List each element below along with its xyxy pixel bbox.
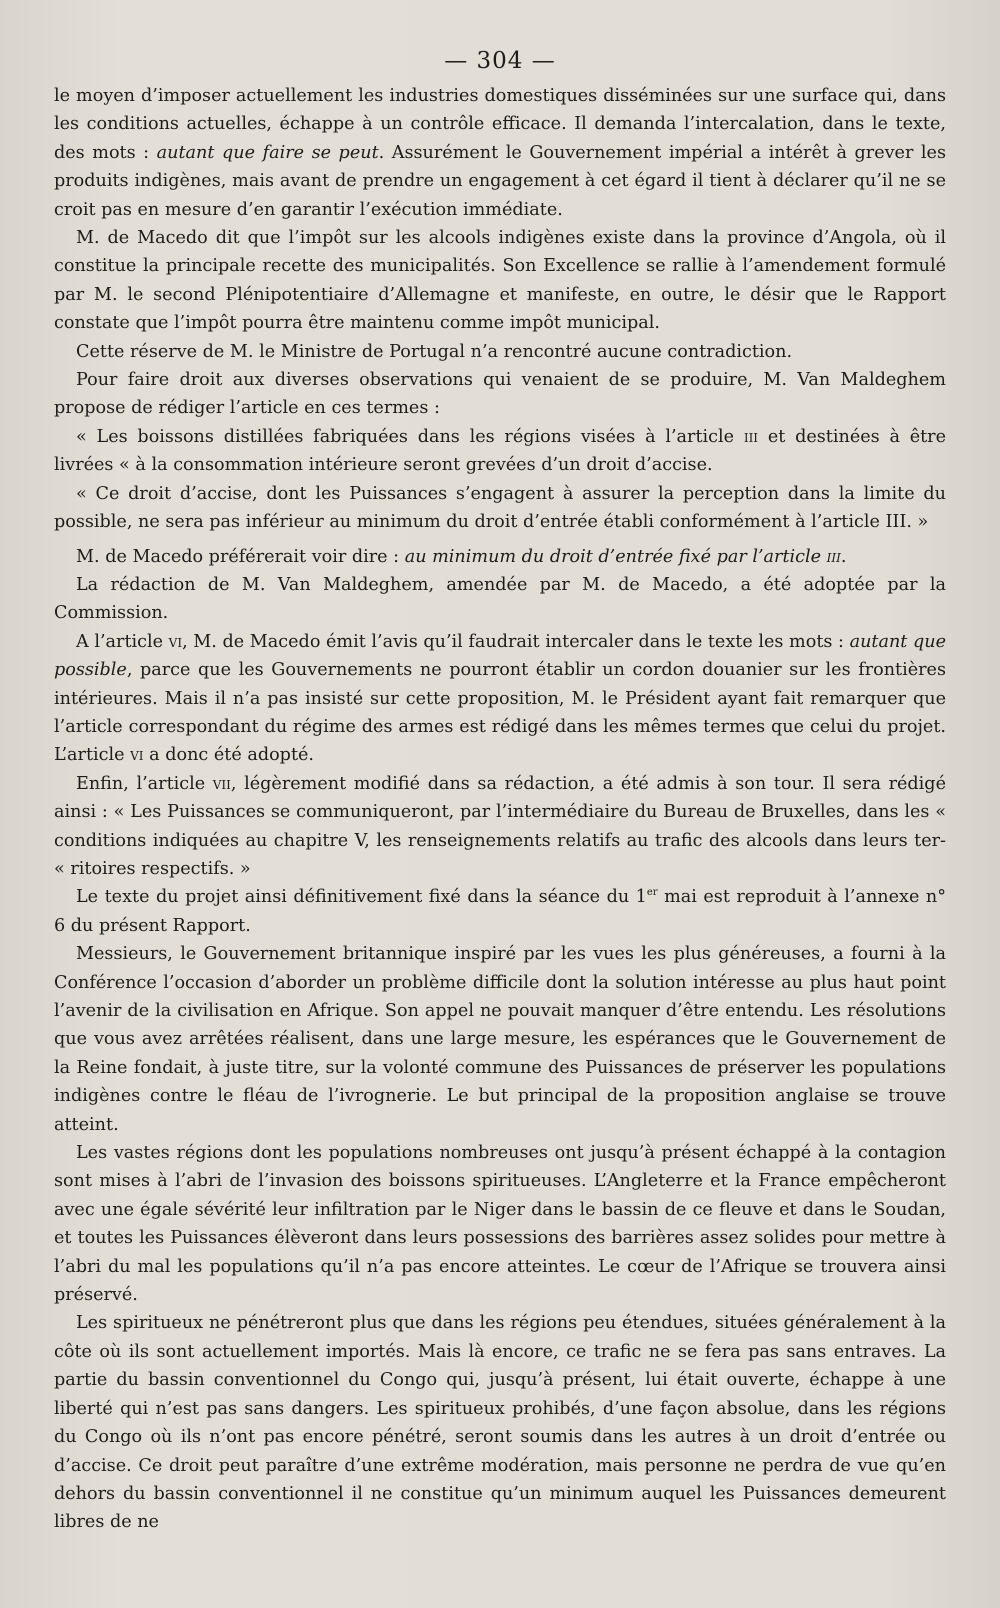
text-run: Le texte du projet ainsi définitivement fixé dans la séance du 1 [76, 887, 647, 908]
text-run: autant que possible [54, 631, 946, 681]
text-run: autant que faire se peut [156, 142, 379, 163]
text-run: et destinées à être livrées « à la consommation intérieure seront grevées d’un droit d’accise. [54, 426, 947, 476]
text-run: Enfin, l’article [76, 773, 213, 794]
text-run: mai est reproduit à l’annexe n° 6 du présent Rapport. [54, 887, 947, 936]
paragraph-p2 [54, 224, 946, 338]
text-run: , légèrement modifié dans sa rédaction, a été admis à son tour. Il sera rédigé ainsi : « Les Puissances se communiqueront, par l’intermédiaire du Bureau de Bruxelles, dans les « conditions indiquées au chapitre V, les renseignements relatifs au trafic des alcools dans leurs ter- « ritoires respectifs. » [54, 773, 946, 879]
text-run: a donc été adopté. [143, 745, 315, 766]
text-run: vi [130, 745, 144, 766]
text-run: Cette réserve de M. le Ministre de Portugal n’a rencontré aucune contradiction. [76, 341, 793, 362]
text-run: La rédaction de M. Van Maldeghem, amendée par M. de Macedo, a été adoptée par la Commission. [54, 574, 946, 624]
paragraph-p10 [54, 770, 946, 884]
paragraph-p8 [54, 571, 946, 628]
text-run: le moyen d’imposer actuellement les industries domestiques disséminées sur une surface qui, dans les conditions actuelles, échappe à un contrôle efficace. Il demanda l’intercalation, dans le texte, des mots : [54, 86, 946, 163]
text-run: , M. de Macedo émit l’avis qu’il faudrait intercaler dans le texte les mots : [182, 631, 850, 652]
paragraph-p13 [54, 1139, 946, 1309]
paragraph-p14 [54, 1309, 946, 1536]
text-run: « Ce droit d’accise, dont les Puissances s’engagent à assurer la perception dans la limite du possible, ne sera pas inférieur au minimum du droit d’entrée établi conformément à l’article III. » [54, 483, 946, 533]
paragraph-p12 [54, 940, 946, 1139]
text-run: Pour faire droit aux diverses observations qui venaient de se produire, M. Van Maldeghem propose de rédiger l’article en ces termes : [54, 370, 946, 419]
text-run: er [646, 887, 658, 899]
paragraph-p3 [54, 338, 946, 366]
body-text [54, 82, 946, 1537]
text-run: au minimum du droit d’entrée fixé par l’article [404, 546, 827, 567]
paragraph-p4 [54, 366, 946, 423]
text-run: M. de Macedo préférerait voir dire : [76, 546, 405, 567]
page-number: — 304 — [444, 48, 556, 74]
paragraph-p7 [54, 543, 946, 571]
text-run: A l’article [76, 631, 169, 652]
paragraph-p6 [54, 480, 946, 537]
text-run: vi [168, 631, 183, 652]
paragraph-p9 [54, 628, 946, 770]
text-run: . [840, 546, 847, 567]
text-run: Messieurs, le Gouvernement britannique inspiré par les vues les plus généreuses, a fourni à la Conférence l’occasion d’aborder un problème difficile dont la solution intéresse au plus haut point l’avenir de la civilisation en Afrique. Son appel ne pouvait manquer d’être entendu. Les résolutions que vous avez arrêtées réalisent, dans une large mesure, les espérances que le Gouvernement de la Reine fondait, à juste titre, sur la volonté commune des Puissances de préserver les populations indigènes contre le fléau de l’ivrognerie. Le but principal de la proposition anglaise se trouve atteint. [54, 944, 946, 1135]
text-run: . Assurément le Gouvernement impérial a intérêt à grever les produits indigènes, mais avant de prendre un engagement à cet égard il tient à déclarer qu’il ne se croit pas en mesure d’en garantir l’exécution immédiate. [54, 142, 946, 220]
text-run: Les spiritueux ne pénétreront plus que dans les régions peu étendues, situées généralement à la côte où ils sont actuellement importés. Mais là encore, ce trafic ne se fera pas sans entraves. La partie du bassin conventionnel du Congo qui, jusqu’à présent, lui était ouverte, échappe à une liberté qui n’est pas sans dangers. Les spiritueux prohibés, d’une façon absolue, dans les régions du Congo où ils n’ont pas encore pénétré, seront soumis dans les autres à un droit d’entrée ou d’accise. Ce droit peut paraître d’une extrême modération, mais personne ne perdra de vue qu’en dehors du bassin conventionnel il ne constitue qu’un minimum auquel les Puissances demeurent libres de ne [54, 1313, 946, 1533]
text-run: M. de Macedo dit que l’impôt sur les alcools indigènes existe dans la province d’Angola, où il constitue la principale recette des municipalités. Son Excellence se rallie à l’amendement formulé par M. le second Plénipotentiaire d’Allemagne et manifeste, en outre, le désir que le Rapport constate que l’impôt pourra être maintenu comme impôt municipal. [54, 228, 946, 334]
text-run: iii [743, 426, 759, 447]
text-run: , parce que les Gouvernements ne pourront établir un cordon douanier sur les frontières intérieures. Mais il n’a pas insisté sur cette proposition, M. le Président ayant fait remarquer que l’article correspondant du régime des armes est rédigé dans les mêmes termes que celui du projet. L’article [54, 660, 946, 766]
text-run: vii [212, 773, 231, 794]
text-run: Les vastes régions dont les populations nombreuses ont jusqu’à présent échappé à la contagion sont mises à l’abri de l’invasion des boissons spiritueuses. L’Angleterre et la France empêcheront avec une égale sévérité leur infiltration par le Niger dans le bassin de ce fleuve et dans le Soudan, et toutes les Puissances élèveront dans leurs possessions des barrières assez solides pour mettre à l’abri du mal les populations qu’il n’a pas encore atteintes. Le cœur de l’Afrique se trouvera ainsi préservé. [54, 1143, 946, 1306]
paragraph-p5 [54, 423, 946, 480]
paragraph-p1 [54, 82, 946, 224]
text-run: iii [826, 546, 841, 567]
text-run: « Les boissons distillées fabriquées dans les régions visées à l’article [76, 426, 744, 447]
paragraph-p11 [54, 883, 946, 940]
